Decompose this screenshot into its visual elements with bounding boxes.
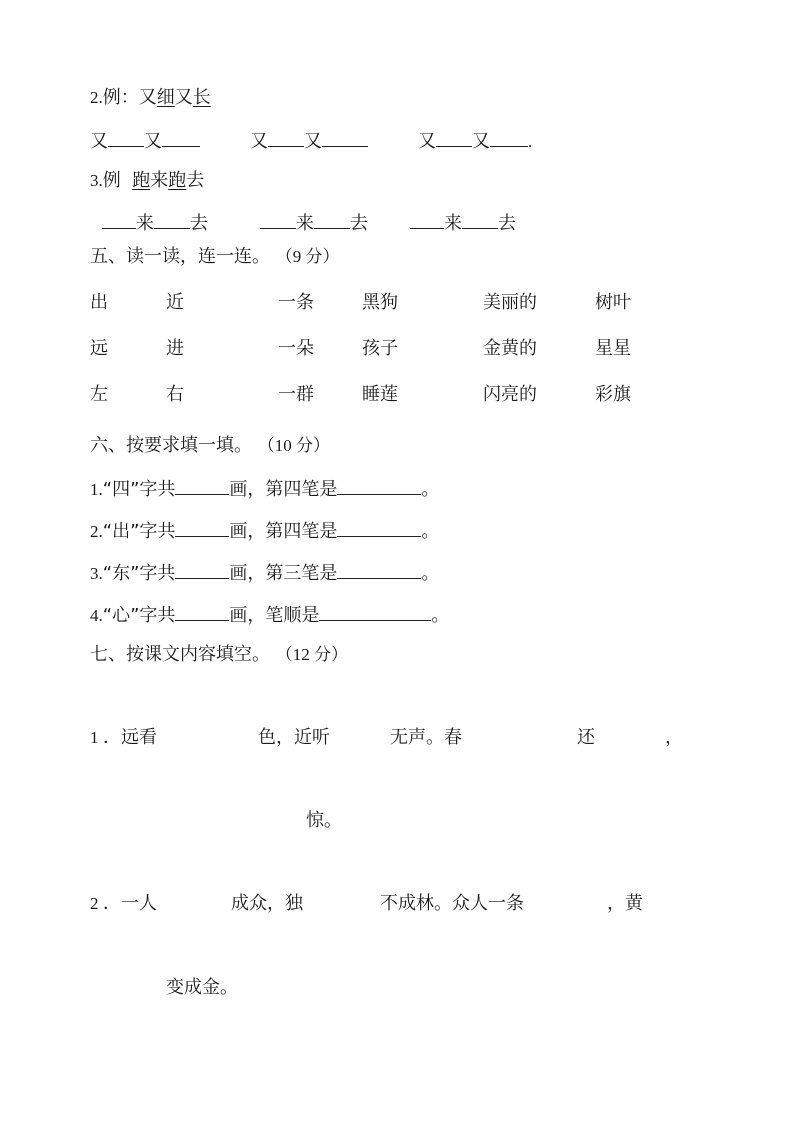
fill-item	[90, 476, 439, 500]
pattern-char: 又	[90, 131, 108, 152]
answer-blank[interactable]	[436, 128, 472, 147]
section-title: 五、读一读，连一连。	[90, 246, 270, 267]
section-score: （10 分）	[257, 436, 330, 455]
match-item[interactable]: 一群	[278, 384, 314, 405]
item-end: 。	[421, 521, 440, 542]
passage-text: 不成林。众人一条	[380, 893, 524, 914]
q2-example-line	[90, 86, 211, 110]
section-title: 六、按要求填一填。	[90, 435, 252, 456]
fill-item	[90, 602, 449, 626]
q2-example-part: 又	[138, 87, 157, 108]
passage-text: ．一人	[103, 893, 157, 914]
match-item[interactable]: 孩子	[362, 338, 398, 359]
answer-blank[interactable]	[319, 602, 431, 621]
item-prompt: 画，第三笔是	[229, 563, 338, 584]
q2-example-part: 细	[156, 87, 175, 108]
q2-example-part: 又	[174, 87, 193, 108]
match-item[interactable]: 左	[90, 384, 108, 405]
end-mark: .	[528, 132, 533, 151]
passage-text: ．远看	[103, 727, 157, 748]
q3-example-part: 跑	[168, 170, 187, 191]
passage-text: 色，近听	[258, 727, 330, 748]
answer-blank[interactable]	[322, 128, 368, 147]
pattern-char: 来	[136, 213, 154, 234]
item-prompt: 画，第四笔是	[229, 521, 338, 542]
pattern-char: 去	[498, 213, 516, 234]
item-number: 2.	[90, 522, 103, 541]
pattern-char: 来	[444, 213, 462, 234]
pattern-char: 来	[296, 213, 314, 234]
pattern-char: 又	[418, 131, 436, 152]
q2-example-part: 长	[192, 87, 211, 108]
answer-blank[interactable]	[337, 518, 421, 537]
item-prompt: 画，第四笔是	[229, 479, 338, 500]
match-item[interactable]: 星星	[595, 338, 631, 359]
q2-example-prefix: 例：	[102, 87, 139, 108]
section-score: （9 分）	[275, 247, 340, 266]
match-item[interactable]: 出	[90, 292, 108, 313]
item-prompt: “心”字共	[102, 605, 176, 626]
pattern-char: 去	[190, 213, 208, 234]
answer-blank[interactable]	[268, 128, 304, 147]
answer-blank[interactable]	[175, 560, 229, 579]
q2-blanks-group	[418, 128, 532, 152]
q3-example-part: 去	[186, 170, 205, 191]
fill-item	[90, 560, 439, 584]
answer-blank[interactable]	[102, 210, 136, 229]
q3-blanks-group	[260, 210, 368, 234]
q3-example-part: 来	[150, 170, 169, 191]
passage-text: 还	[577, 727, 595, 748]
match-item[interactable]: 近	[166, 292, 184, 313]
section-score: （12 分）	[275, 645, 348, 664]
item-prompt: “出”字共	[102, 521, 176, 542]
passage-text: 变成金。	[166, 977, 238, 998]
passage-text: 无声。春	[390, 727, 462, 748]
q3-example-prefix: 例	[102, 170, 121, 191]
answer-blank[interactable]	[175, 602, 229, 621]
answer-blank[interactable]	[154, 210, 190, 229]
fill-item	[90, 518, 439, 542]
match-item[interactable]: 树叶	[595, 292, 631, 313]
pattern-char: 又	[472, 131, 490, 152]
pattern-char: 又	[250, 131, 268, 152]
match-item[interactable]: 睡莲	[362, 384, 398, 405]
match-item[interactable]: 一朵	[278, 338, 314, 359]
pattern-char: 去	[350, 213, 368, 234]
match-item[interactable]: 进	[166, 338, 184, 359]
answer-blank[interactable]	[337, 476, 421, 495]
q3-blanks-group	[102, 210, 208, 234]
match-item[interactable]: 一条	[278, 292, 314, 313]
match-item[interactable]: 美丽的	[483, 292, 537, 313]
item-prompt: “四”字共	[102, 479, 176, 500]
match-item[interactable]: 彩旗	[595, 384, 631, 405]
section-5-heading	[90, 245, 339, 269]
q3-number: 3.	[90, 171, 103, 190]
section-6-heading	[90, 434, 330, 458]
q3-blanks-group	[410, 210, 516, 234]
item-number: 1	[90, 728, 99, 747]
q3-example-line	[90, 169, 204, 193]
passage-text: ，黄	[607, 893, 643, 914]
item-number: 2	[90, 894, 99, 913]
passage-text: 惊。	[306, 810, 342, 831]
answer-blank[interactable]	[337, 560, 421, 579]
item-number: 1.	[90, 480, 103, 499]
section-7-heading	[90, 643, 348, 667]
passage-text: ，	[665, 727, 683, 748]
item-number: 4.	[90, 606, 103, 625]
section-title: 七、按课文内容填空。	[90, 644, 270, 665]
answer-blank[interactable]	[260, 210, 296, 229]
pattern-char: 又	[144, 131, 162, 152]
answer-blank[interactable]	[314, 210, 350, 229]
passage-text: 成众，独	[231, 893, 303, 914]
q2-blanks-group	[250, 128, 368, 152]
item-number: 3.	[90, 564, 103, 583]
answer-blank[interactable]	[175, 476, 229, 495]
match-item[interactable]: 右	[166, 384, 184, 405]
answer-blank[interactable]	[108, 128, 144, 147]
answer-blank[interactable]	[490, 128, 528, 147]
match-item[interactable]: 闪亮的	[483, 384, 537, 405]
item-end: 。	[421, 563, 440, 584]
match-item[interactable]: 黑狗	[362, 292, 398, 313]
item-end: 。	[431, 605, 450, 626]
match-item[interactable]: 金黄的	[483, 338, 537, 359]
q2-number: 2.	[90, 88, 103, 107]
item-end: 。	[421, 479, 440, 500]
item-prompt: 画，笔顺是	[229, 605, 320, 626]
answer-blank[interactable]	[462, 210, 498, 229]
match-item[interactable]: 远	[90, 338, 108, 359]
answer-blank[interactable]	[162, 128, 200, 147]
answer-blank[interactable]	[410, 210, 444, 229]
q3-example-part: 跑	[132, 170, 151, 191]
answer-blank[interactable]	[175, 518, 229, 537]
q2-blanks-line	[90, 128, 200, 152]
item-prompt: “东”字共	[102, 563, 176, 584]
pattern-char: 又	[304, 131, 322, 152]
